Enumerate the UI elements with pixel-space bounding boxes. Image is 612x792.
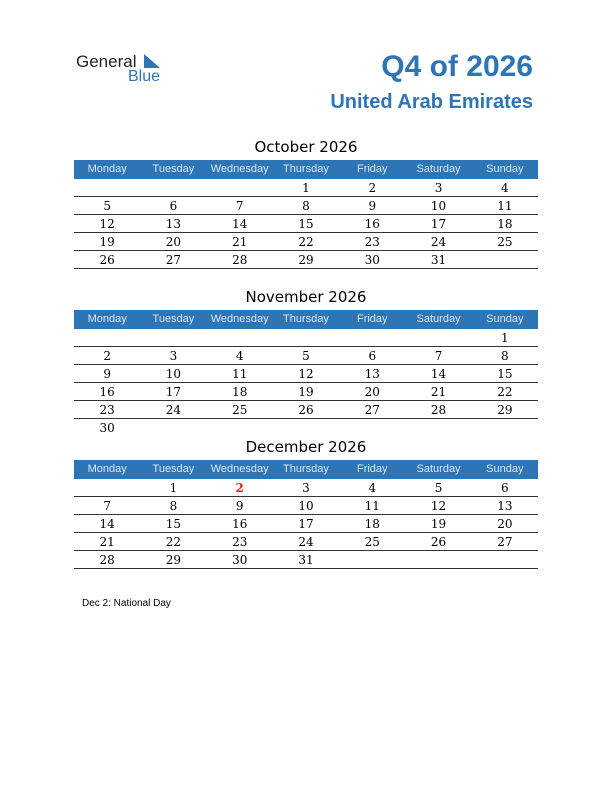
day-cell: 18 xyxy=(364,517,380,531)
day-cell: 29 xyxy=(165,553,182,567)
day-cell: 10 xyxy=(298,499,314,513)
weekday-label: Monday xyxy=(87,463,127,475)
day-cell: 13 xyxy=(364,367,380,381)
weekday-label: Monday xyxy=(87,163,127,175)
day-cell: 19 xyxy=(99,235,115,249)
weekday-label: Sunday xyxy=(486,313,524,325)
day-cell: 3 xyxy=(434,181,443,195)
day-cell: 18 xyxy=(232,385,248,399)
day-cell xyxy=(74,329,140,346)
day-cell: 12 xyxy=(298,367,314,381)
day-cell: 17 xyxy=(430,217,447,231)
week-row xyxy=(74,365,538,383)
day-cell xyxy=(472,251,538,268)
day-cell: 18 xyxy=(497,217,513,231)
month-title: December 2026 xyxy=(245,438,367,456)
weekday-label: Wednesday xyxy=(210,163,269,175)
day-cell xyxy=(273,419,339,436)
day-cell xyxy=(140,419,206,436)
day-cell: 12 xyxy=(430,499,447,513)
day-cell: 22 xyxy=(165,535,182,549)
day-cell: 24 xyxy=(430,235,447,249)
day-cell: 20 xyxy=(364,385,380,399)
month-title: November 2026 xyxy=(245,288,367,306)
day-cell: 30 xyxy=(99,421,115,435)
day-cell xyxy=(207,329,273,346)
day-cell: 25 xyxy=(364,535,380,549)
day-cell: 29 xyxy=(298,253,314,267)
day-cell: 26 xyxy=(99,253,115,267)
day-cell: 21 xyxy=(99,535,115,549)
day-cell: 5 xyxy=(302,349,310,363)
day-cell: 22 xyxy=(497,385,513,399)
week-row xyxy=(74,197,538,215)
day-cell: 13 xyxy=(497,499,513,513)
day-cell: 15 xyxy=(497,367,513,381)
day-cell: 11 xyxy=(232,367,248,381)
day-cell: 10 xyxy=(165,367,182,381)
day-cell xyxy=(339,551,405,568)
week-row xyxy=(74,215,538,233)
weekday-label: Tuesday xyxy=(152,313,195,325)
day-cell: 17 xyxy=(298,517,314,531)
day-cell: 23 xyxy=(99,403,115,417)
day-cell: 31 xyxy=(298,553,314,567)
day-cell: 31 xyxy=(430,253,447,267)
week-row xyxy=(74,479,538,497)
weekday-label: Thursday xyxy=(283,313,329,325)
page-title: Q4 of 2026 xyxy=(381,50,533,83)
day-cell xyxy=(339,419,405,436)
week-row xyxy=(74,179,538,197)
day-cell xyxy=(405,419,471,436)
day-cell: 5 xyxy=(434,481,443,495)
day-cell xyxy=(405,551,471,568)
day-cell: 2 xyxy=(235,481,244,495)
weekday-label: Friday xyxy=(356,313,388,325)
weekday-label: Saturday xyxy=(416,463,461,475)
day-cell: 15 xyxy=(165,517,182,531)
day-cell: 21 xyxy=(430,385,447,399)
day-cell: 13 xyxy=(165,217,182,231)
weekday-label: Friday xyxy=(356,463,388,475)
day-cell: 6 xyxy=(169,199,178,213)
week-row xyxy=(74,329,538,347)
day-cell: 15 xyxy=(298,217,314,231)
week-row xyxy=(74,533,538,551)
day-cell: 14 xyxy=(232,217,248,231)
day-cell: 6 xyxy=(501,481,509,495)
day-cell: 17 xyxy=(165,385,182,399)
day-cell: 12 xyxy=(99,217,115,231)
weekday-label: Wednesday xyxy=(210,313,269,325)
day-cell: 14 xyxy=(430,367,447,381)
day-cell: 4 xyxy=(368,481,377,495)
day-cell: 24 xyxy=(298,535,314,549)
day-cell: 11 xyxy=(364,499,380,513)
day-cell: 10 xyxy=(430,199,447,213)
day-cell xyxy=(140,179,206,196)
day-cell: 2 xyxy=(368,181,377,195)
day-cell xyxy=(207,419,273,436)
week-row xyxy=(74,251,538,269)
day-cell xyxy=(273,329,339,346)
day-cell: 5 xyxy=(103,199,111,213)
day-cell xyxy=(472,551,538,568)
day-cell: 26 xyxy=(430,535,447,549)
week-row xyxy=(74,551,538,569)
day-cell: 8 xyxy=(169,499,178,513)
day-cell: 27 xyxy=(364,403,380,417)
day-cell: 1 xyxy=(501,331,509,345)
week-row xyxy=(74,515,538,533)
day-cell: 23 xyxy=(232,535,248,549)
day-cell xyxy=(74,479,140,496)
day-cell: 11 xyxy=(497,199,513,213)
week-row xyxy=(74,401,538,419)
day-cell: 14 xyxy=(99,517,115,531)
month-october xyxy=(74,138,538,269)
day-cell: 1 xyxy=(302,181,310,195)
weekday-label: Saturday xyxy=(416,313,461,325)
weekday-label: Wednesday xyxy=(210,463,269,475)
day-cell: 24 xyxy=(165,403,182,417)
day-cell: 1 xyxy=(169,481,178,495)
weekday-header-row xyxy=(74,460,538,479)
day-cell: 9 xyxy=(235,499,244,513)
day-cell: 29 xyxy=(497,403,513,417)
month-title: October 2026 xyxy=(254,138,358,156)
day-cell: 23 xyxy=(364,235,380,249)
day-cell: 16 xyxy=(232,517,248,531)
weekday-label: Thursday xyxy=(283,163,329,175)
weekday-label: Monday xyxy=(87,313,127,325)
day-cell: 16 xyxy=(99,385,115,399)
weekday-label: Sunday xyxy=(486,163,524,175)
day-cell: 2 xyxy=(103,349,111,363)
day-cell xyxy=(472,419,538,436)
page-subtitle: United Arab Emirates xyxy=(330,91,533,113)
day-cell xyxy=(74,179,140,196)
day-cell: 28 xyxy=(232,253,248,267)
week-row xyxy=(74,497,538,515)
weekday-label: Tuesday xyxy=(152,163,195,175)
day-cell: 7 xyxy=(434,349,443,363)
day-cell: 9 xyxy=(368,199,377,213)
day-cell: 8 xyxy=(302,199,310,213)
day-cell xyxy=(207,179,273,196)
weekday-header-row xyxy=(74,160,538,179)
day-cell: 7 xyxy=(103,499,111,513)
day-cell: 20 xyxy=(497,517,513,531)
weekday-label: Friday xyxy=(356,163,388,175)
general-blue-logo xyxy=(76,52,176,88)
weekday-header-row xyxy=(74,310,538,329)
weekday-label: Saturday xyxy=(416,163,461,175)
day-cell: 27 xyxy=(165,253,182,267)
day-cell: 27 xyxy=(497,535,513,549)
day-cell: 4 xyxy=(501,181,509,195)
day-cell xyxy=(140,329,206,346)
day-cell: 7 xyxy=(235,199,244,213)
day-cell: 3 xyxy=(302,481,310,495)
day-cell xyxy=(339,329,405,346)
day-cell: 3 xyxy=(169,349,178,363)
day-cell: 26 xyxy=(298,403,314,417)
day-cell: 25 xyxy=(497,235,513,249)
day-cell: 9 xyxy=(103,367,111,381)
week-row xyxy=(74,383,538,401)
holiday-note: Dec 2: National Day xyxy=(82,598,171,609)
day-cell: 30 xyxy=(232,553,248,567)
day-cell: 8 xyxy=(501,349,509,363)
week-row xyxy=(74,419,538,436)
weekday-label: Tuesday xyxy=(152,463,195,475)
week-row xyxy=(74,233,538,251)
logo-text-general: General xyxy=(76,52,137,71)
weekday-label: Thursday xyxy=(283,463,329,475)
week-row xyxy=(74,347,538,365)
day-cell: 22 xyxy=(298,235,314,249)
day-cell: 19 xyxy=(430,517,447,531)
day-cell: 21 xyxy=(232,235,248,249)
day-cell: 4 xyxy=(235,349,244,363)
day-cell: 16 xyxy=(364,217,380,231)
day-cell: 25 xyxy=(232,403,248,417)
day-cell: 30 xyxy=(364,253,380,267)
logo-triangle-icon xyxy=(144,54,160,68)
weekday-label: Sunday xyxy=(486,463,524,475)
day-cell: 28 xyxy=(99,553,115,567)
month-december xyxy=(74,438,538,569)
day-cell: 28 xyxy=(430,403,447,417)
month-november xyxy=(74,288,538,436)
day-cell: 20 xyxy=(165,235,182,249)
logo-text-blue: Blue xyxy=(128,68,161,85)
day-cell: 6 xyxy=(368,349,377,363)
day-cell: 19 xyxy=(298,385,314,399)
day-cell xyxy=(405,329,471,346)
